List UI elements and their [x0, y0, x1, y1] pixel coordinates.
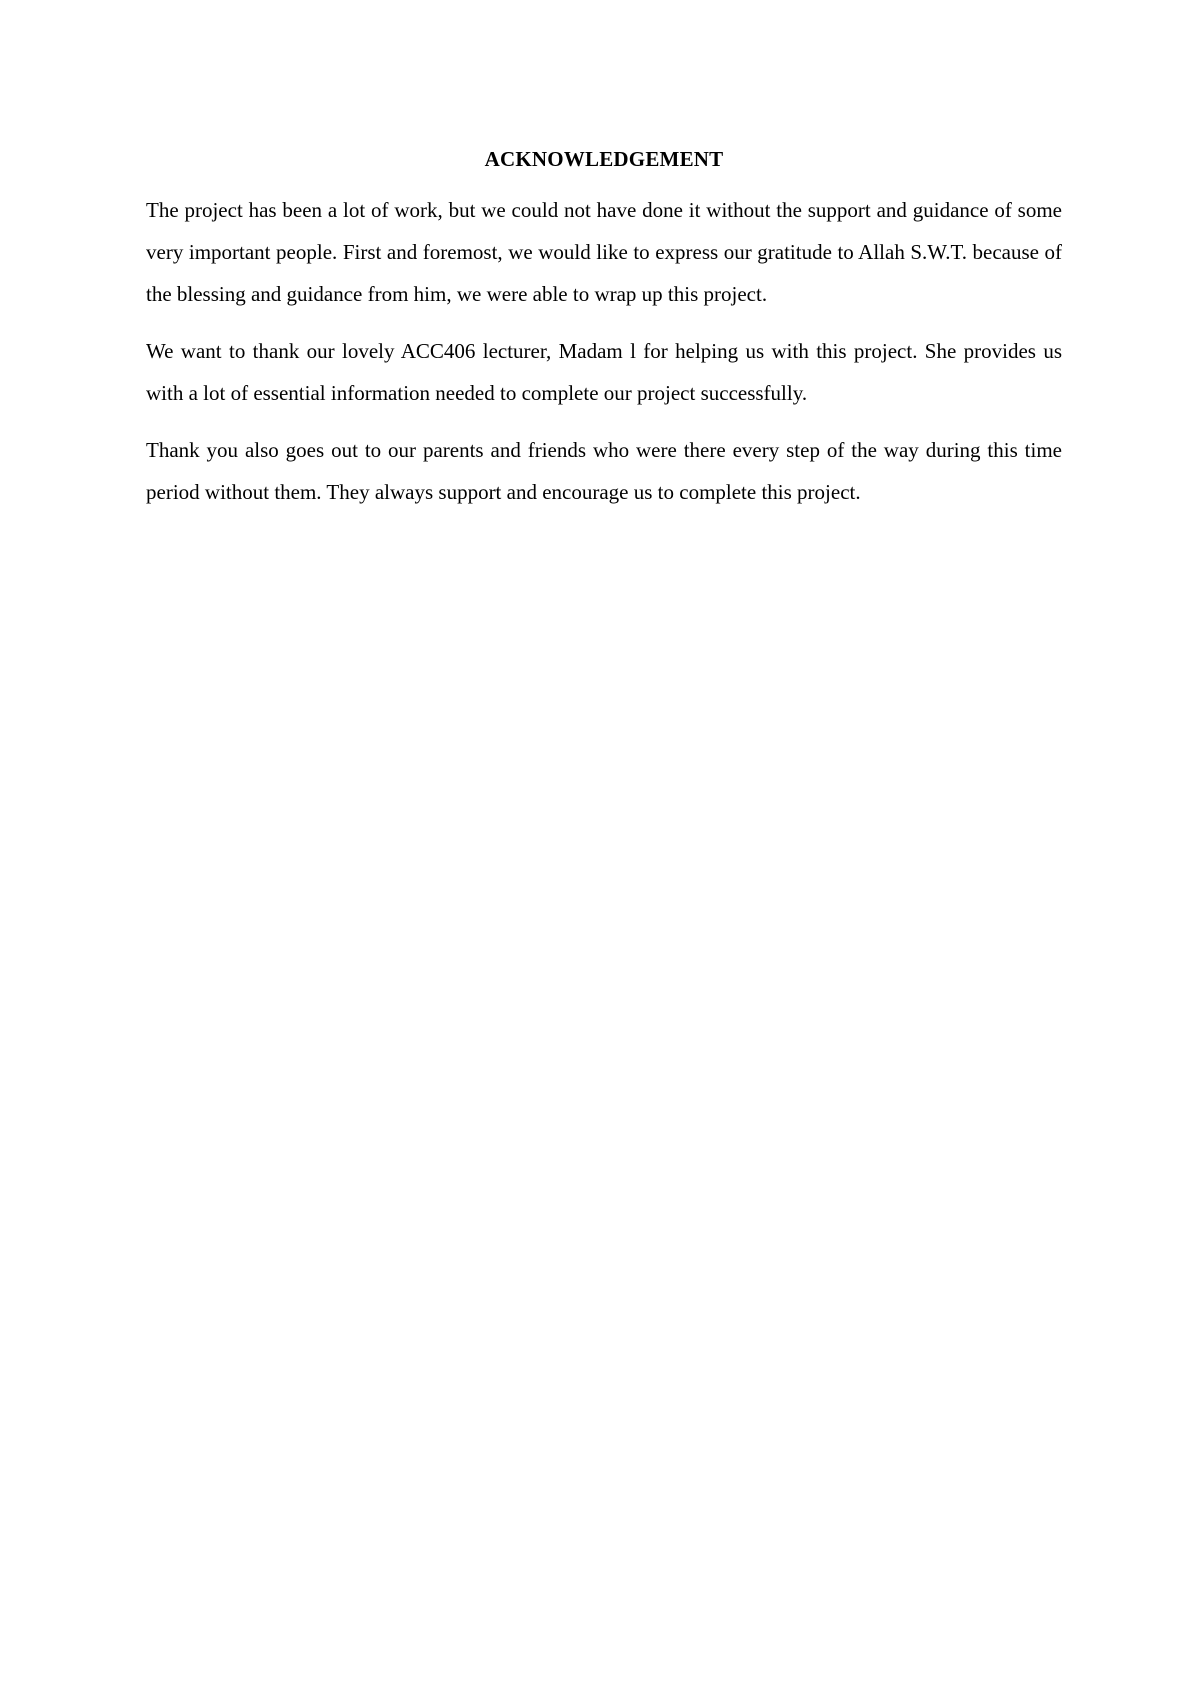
paragraph-family: Thank you also goes out to our parents and friends who were there every step of the way during this time period without them. They always support and encourage us to complete this project.: [146, 438, 1062, 504]
paragraph-lecturer: We want to thank our lovely ACC406 lecturer, Madam l for helping us with this project. She provides us with a lot of essential information needed to complete our project successfully.: [146, 339, 1062, 405]
document-body: [146, 142, 1062, 528]
paragraph-support: The project has been a lot of work, but we could not have done it without the support and guidance of some very important people. First and foremost, we would like to express our gratitude to Allah S.W.T. because of the blessing and guidance from him, we were able to wrap up this project.: [146, 198, 1062, 306]
page-title: ACKNOWLEDGEMENT: [484, 147, 724, 171]
